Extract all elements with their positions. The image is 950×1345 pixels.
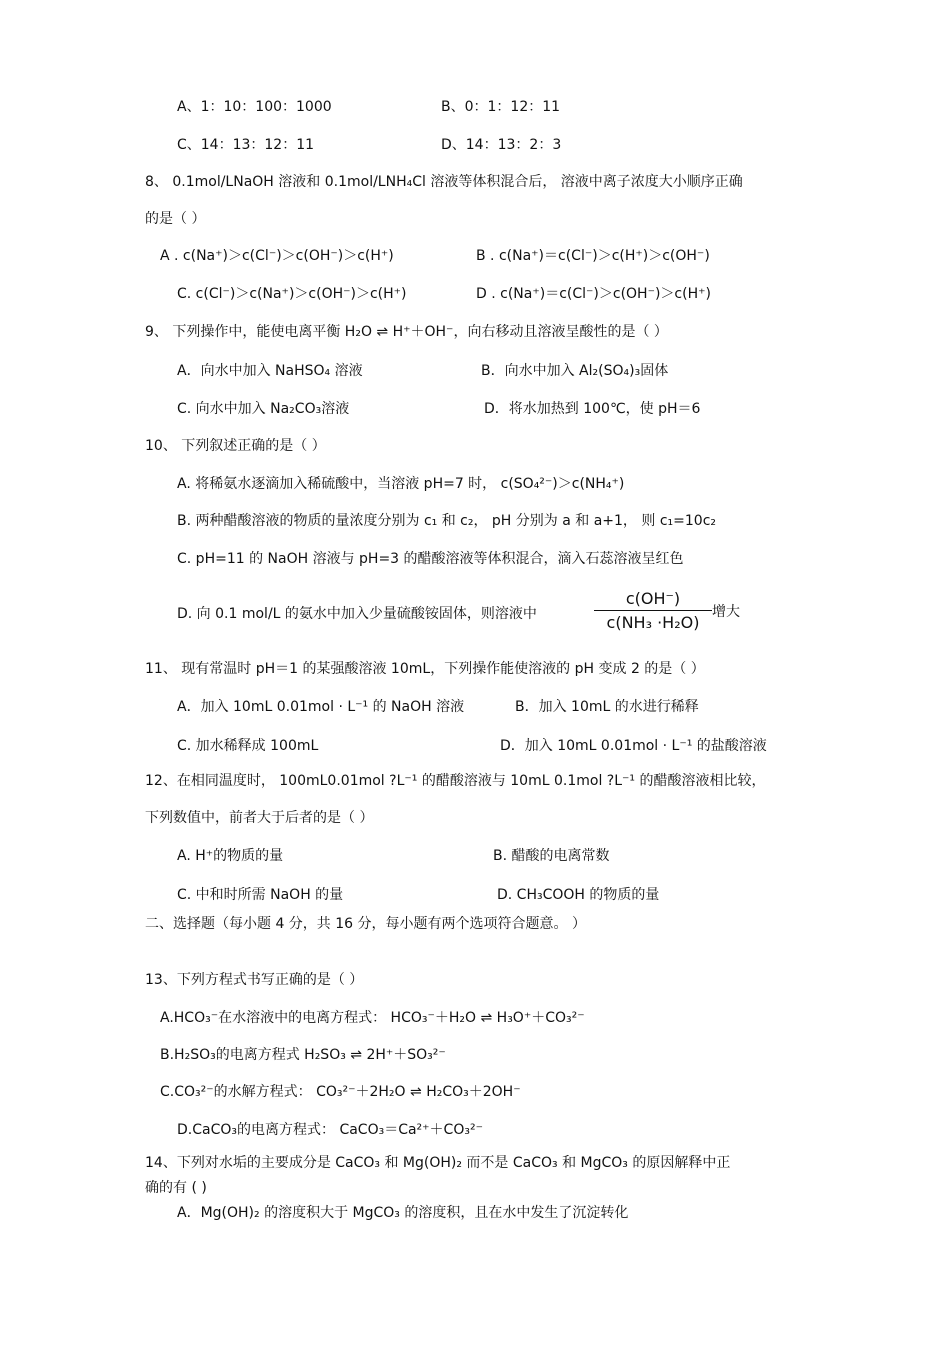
q10-option-b: B. 两种醋酸溶液的物质的量浓度分别为 c₁ 和 c₂， pH 分别为 a 和 a+1， 则 c₁=10c₂ [177,513,716,529]
q10-option-c: C. pH=11 的 NaOH 溶液与 pH=3 的醋酸溶液等体积混合，滴入石蕊溶液呈红色 [177,551,684,567]
q10-option-a: A. 将稀氨水逐滴加入稀硫酸中，当溶液 pH=7 时， c(SO₄²⁻)＞c(NH₄⁺) [177,476,625,492]
q7-option-d: D、14：13：2：3 [441,137,562,153]
q8-option-a: A . c(Na⁺)＞c(Cl⁻)＞c(OH⁻)＞c(H⁺) [160,248,394,264]
q14-stem-line1: 14、下列对水垢的主要成分是 CaCO₃ 和 Mg(OH)₂ 而不是 CaCO₃ 和 MgCO₃ 的原因解释中正 [145,1155,731,1171]
q12-option-b: B. 醋酸的电离常数 [493,848,610,864]
q13-option-d: D.CaCO₃的电离方程式： CaCO₃＝Ca²⁺＋CO₃²⁻ [177,1122,483,1138]
section-heading: 二、选择题（每小题 4 分，共 16 分，每小题有两个选项符合题意。 ） [145,916,586,932]
fraction-numerator: c(OH⁻) [625,589,681,608]
q10-fraction [592,589,714,632]
q10-option-d: D. 向 0.1 mol/L 的氨水中加入少量硫酸铵固体，则溶液中 [177,606,537,622]
q10-option-d-end: 增大 [712,604,740,620]
q8-option-d: D . c(Na⁺)＝c(Cl⁻)＞c(OH⁻)＞c(H⁺) [476,286,711,302]
q12-option-c: C. 中和时所需 NaOH 的量 [177,887,344,903]
q13-option-a: A.HCO₃⁻在水溶液中的电离方程式： HCO₃⁻＋H₂O ⇌ H₃O⁺＋CO₃²⁻ [160,1010,585,1026]
q12-option-d: D. CH₃COOH 的物质的量 [497,887,660,903]
q10-stem: 10、 下列叙述正确的是（ ） [145,438,326,454]
q7-option-c: C、14：13：12：11 [177,137,315,153]
q12-option-a: A. H⁺的物质的量 [177,848,284,864]
q7-option-b: B、0：1：12：11 [441,99,561,115]
q11-option-a: A．加入 10mL 0.01mol · L⁻¹ 的 NaOH 溶液 [177,699,465,715]
q12-stem-line1: 12、在相同温度时， 100mL0.01mol ?L⁻¹ 的醋酸溶液与 10mL 0.1mol ?L⁻¹ 的醋酸溶液相比较， [145,773,766,789]
fraction-bar [594,610,712,611]
q11-option-b: B．加入 10mL 的水进行稀释 [515,699,699,715]
fraction-denominator: c(NH₃ ·H₂O) [606,613,700,632]
q8-stem-line2: 的是（ ） [145,211,206,227]
q14-option-a: A．Mg(OH)₂ 的溶度积大于 MgCO₃ 的溶度积，且在水中发生了沉淀转化 [177,1205,629,1221]
q9-option-d: D．将水加热到 100℃，使 pH＝6 [484,401,701,417]
q7-option-a: A、1：10：100：1000 [177,99,332,115]
q14-stem-line2: 确的有 ( ) [145,1180,207,1196]
q11-option-c: C. 加水稀释成 100mL [177,738,319,754]
q8-option-c: C. c(Cl⁻)＞c(Na⁺)＞c(OH⁻)＞c(H⁺) [177,286,407,302]
q9-option-a: A．向水中加入 NaHSO₄ 溶液 [177,363,363,379]
q13-option-b: B.H₂SO₃的电离方程式 H₂SO₃ ⇌ 2H⁺＋SO₃²⁻ [160,1047,446,1063]
q12-stem-line2: 下列数值中，前者大于后者的是（ ） [145,810,374,826]
q13-stem: 13、下列方程式书写正确的是（ ） [145,972,364,988]
q9-option-c: C. 向水中加入 Na₂CO₃溶液 [177,401,350,417]
q11-option-d: D．加入 10mL 0.01mol · L⁻¹ 的盐酸溶液 [500,738,767,754]
q8-option-b: B . c(Na⁺)＝c(Cl⁻)＞c(H⁺)＞c(OH⁻) [476,248,710,264]
q9-stem: 9、 下列操作中，能使电离平衡 H₂O ⇌ H⁺＋OH⁻，向右移动且溶液呈酸性的是（ ） [145,324,668,340]
q8-stem-line1: 8、 0.1mol/LNaOH 溶液和 0.1mol/LNH₄Cl 溶液等体积混合后， 溶液中离子浓度大小顺序正确 [145,174,743,190]
q11-stem: 11、 现有常温时 pH＝1 的某强酸溶液 10mL，下列操作能使溶液的 pH 变成 2 的是（ ） [145,661,705,677]
q9-option-b: B．向水中加入 Al₂(SO₄)₃固体 [481,363,669,379]
q13-option-c: C.CO₃²⁻的水解方程式： CO₃²⁻＋2H₂O ⇌ H₂CO₃＋2OH⁻ [160,1084,521,1100]
